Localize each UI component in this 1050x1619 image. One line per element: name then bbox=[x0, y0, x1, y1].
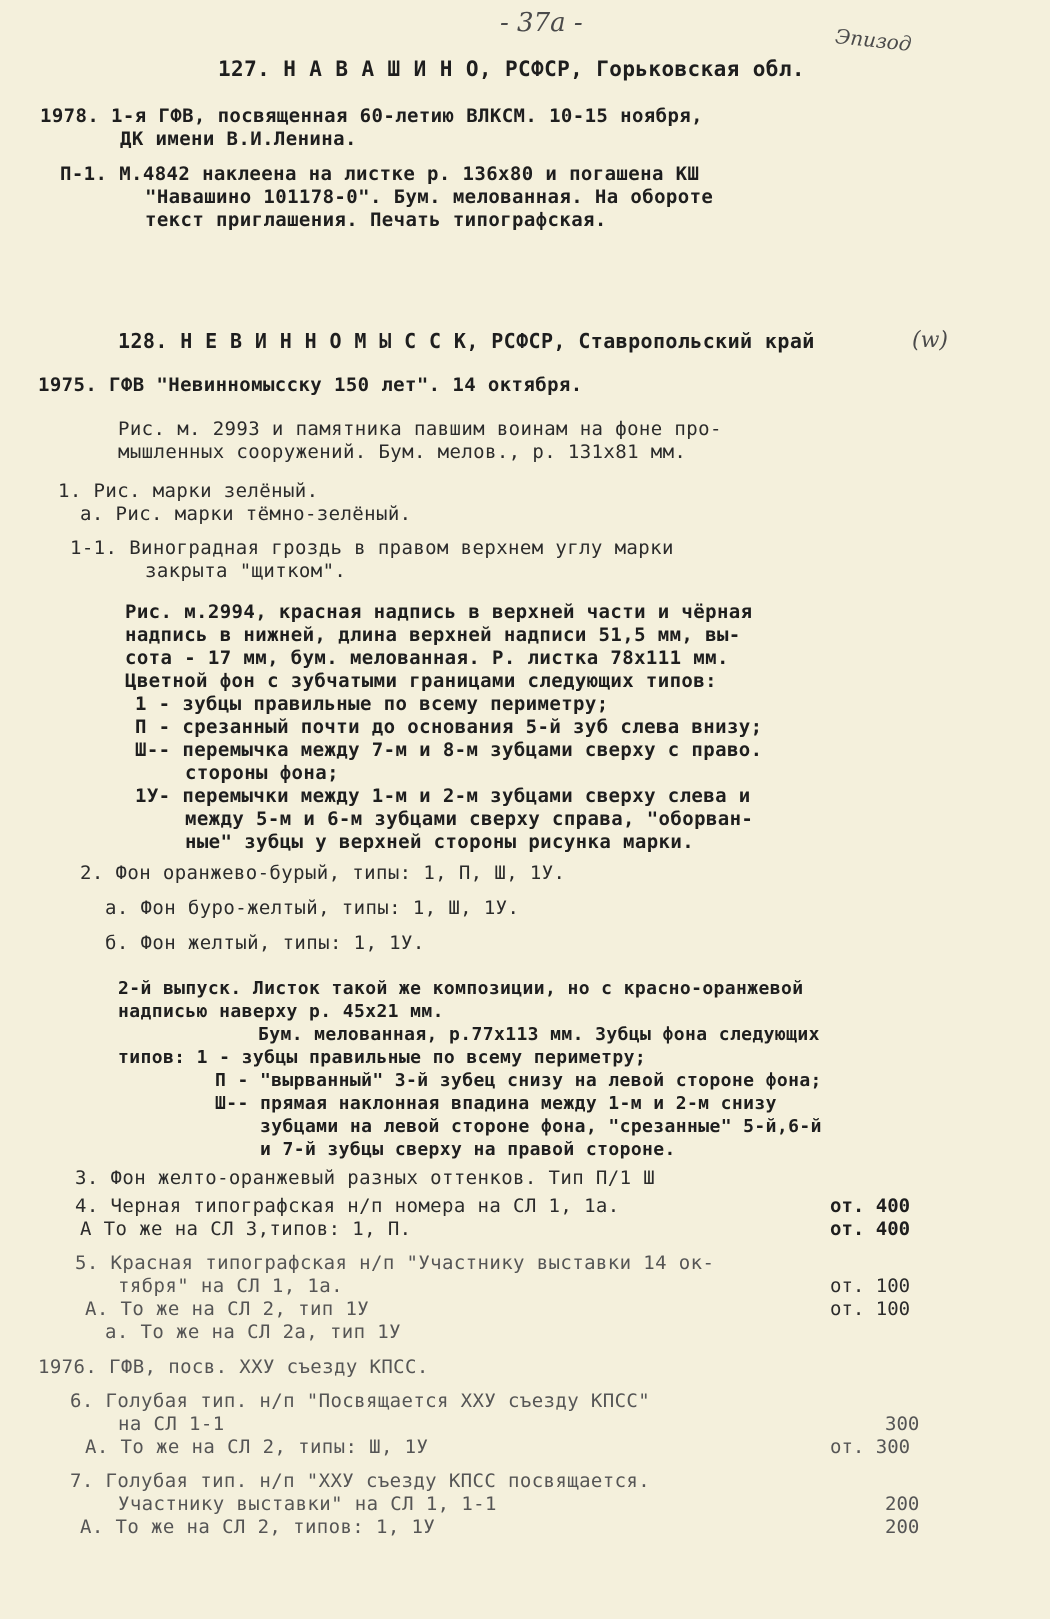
corner-note: Эпизод bbox=[833, 24, 913, 56]
variant-4A-price: от. 400 bbox=[830, 1218, 911, 1240]
desc2-line4: Цветной фон с зубчатыми границами следующих типов: bbox=[125, 670, 717, 692]
variant-7-line1: 7. Голубая тип. н/п "XXУ съезду КПСС посвящается. bbox=[70, 1470, 651, 1492]
section-128-heading-note: (w) bbox=[912, 328, 948, 353]
type-2: П - срезанный почти до основания 5-й зуб слева внизу; bbox=[135, 716, 763, 738]
issue2-line8: и 7-й зубцы сверху на правой стороне. bbox=[260, 1139, 676, 1160]
variant-4-price: от. 400 bbox=[830, 1195, 911, 1217]
section-128-event: 1975. ГФВ "Невинномысску 150 лет". 14 октября. bbox=[38, 374, 583, 396]
issue2-line7: зубцами на левой стороне фона, "срезанные" 5-й,6-й bbox=[260, 1116, 822, 1137]
type-1: 1 - зубцы правильные по всему периметру; bbox=[135, 693, 609, 715]
desc-line1: Рис. м. 2993 и памятника павшим воинам на фоне про- bbox=[118, 418, 722, 440]
variant-2: 2. Фон оранжево-бурый, типы: 1, П, Ш, 1У. bbox=[80, 862, 566, 884]
variant-1-1-line1: 1-1. Виноградная гроздь в правом верхнем углу марки bbox=[70, 537, 674, 559]
issue2-line2: надписью наверху р. 45х21 мм. bbox=[118, 1001, 444, 1022]
variant-2b: б. Фон желтый, типы: 1, 1У. bbox=[105, 932, 425, 954]
variant-6A-price: от. 300 bbox=[830, 1436, 911, 1458]
issue2-line5: П - "вырванный" 3-й зубец снизу на левой стороне фона; bbox=[215, 1070, 822, 1091]
type-4-line1: 1У- перемычки между 1-м и 2-м зубцами сверху слева и bbox=[135, 785, 751, 807]
issue2-line6: Ш-- прямая наклонная впадина между 1-м и 2-м снизу bbox=[215, 1093, 777, 1114]
issue2-line4: типов: 1 - зубцы правильные по всему периметру; bbox=[118, 1047, 647, 1068]
variant-7-price: 200 bbox=[885, 1493, 920, 1515]
section-127-event-line1: 1978. 1-я ГФВ, посвященная 60-летию ВЛКСМ. 10-15 ноября, bbox=[40, 105, 703, 127]
issue2-line3: Бум. мелованная, р.77х113 мм. Зубцы фона следующих bbox=[258, 1024, 820, 1045]
variant-1a: а. Рис. марки тёмно-зелёный. bbox=[80, 503, 412, 525]
desc2-line1: Рис. м.2994, красная надпись в верхней части и чёрная bbox=[125, 601, 753, 623]
type-4-line3: ные" зубцы у верхней стороны рисунка марки. bbox=[185, 831, 695, 853]
variant-5-line1: 5. Красная типографская н/п "Участнику выставки 14 ок- bbox=[75, 1252, 715, 1274]
variant-4: 4. Черная типографская н/п номера на СЛ 1, 1а. bbox=[75, 1195, 620, 1217]
section-127-heading: 127. Н А В А Ш И Н О, РСФСР, Горьковская обл. bbox=[218, 57, 805, 81]
variant-6-line1: 6. Голубая тип. н/п "Посвящается XXУ съезду КПСС" bbox=[70, 1390, 651, 1412]
desc2-line2: надпись в нижней, длина верхней надписи 51,5 мм, вы- bbox=[125, 624, 741, 646]
variant-3: 3. Фон желто-оранжевый разных оттенков. Тип П/1 Ш bbox=[75, 1167, 656, 1189]
section-127-item-line1: П-1. М.4842 наклеена на листке р. 136х80 и погашена КШ bbox=[60, 163, 700, 185]
variant-7-line2: Участнику выставки" на СЛ 1, 1-1 bbox=[118, 1493, 497, 1515]
variant-5A-price: от. 100 bbox=[830, 1298, 911, 1320]
desc-line2: мышленных сооружений. Бум. мелов., р. 131х81 мм. bbox=[118, 441, 687, 463]
section-128-event2: 1976. ГФВ, посв. XXУ съезду КПСС. bbox=[38, 1356, 429, 1378]
page-number: - 37а - bbox=[500, 8, 583, 38]
section-127-item-line3: текст приглашения. Печать типографская. bbox=[145, 209, 607, 231]
type-3-line1: Ш-- перемычка между 7-м и 8-м зубцами сверху с право. bbox=[135, 739, 763, 761]
variant-5-line2: тября" на СЛ 1, 1а. bbox=[118, 1275, 343, 1297]
variant-4A: А То же на СЛ 3,типов: 1, П. bbox=[80, 1218, 412, 1240]
variant-5a: а. То же на СЛ 2а, тип 1У bbox=[105, 1321, 401, 1343]
type-4-line2: между 5-м и 6-м зубцами сверху справа, "оборван- bbox=[185, 808, 754, 830]
section-128-heading: 128. Н Е В И Н Н О М Ы С С К, РСФСР, Ставропольский край bbox=[118, 329, 815, 353]
section-127-event-line2: ДК имени В.И.Ленина. bbox=[120, 128, 357, 150]
issue2-line1: 2-й выпуск. Листок такой же композиции, но с красно-оранжевой bbox=[118, 978, 804, 999]
variant-6-line2: на СЛ 1-1 bbox=[118, 1413, 225, 1435]
type-3-line2: стороны фона; bbox=[185, 762, 339, 784]
variant-6A: А. То же на СЛ 2, типы: Ш, 1У bbox=[85, 1436, 429, 1458]
variant-1-1-line2: закрыта "щитком". bbox=[145, 560, 347, 582]
variant-5-price: от. 100 bbox=[830, 1275, 911, 1297]
variant-5A: А. То же на СЛ 2, тип 1У bbox=[85, 1298, 370, 1320]
variant-6-price: 300 bbox=[885, 1413, 920, 1435]
variant-2a: а. Фон буро-желтый, типы: 1, Ш, 1У. bbox=[105, 897, 520, 919]
variant-7A-price: 200 bbox=[885, 1516, 920, 1538]
variant-1: 1. Рис. марки зелёный. bbox=[58, 480, 319, 502]
desc2-line3: сота - 17 мм, бум. мелованная. Р. листка 78х111 мм. bbox=[125, 647, 729, 669]
section-127-item-line2: "Навашино 101178-0". Бум. мелованная. На обороте bbox=[145, 186, 714, 208]
variant-7A: А. То же на СЛ 2, типов: 1, 1У bbox=[80, 1516, 436, 1538]
